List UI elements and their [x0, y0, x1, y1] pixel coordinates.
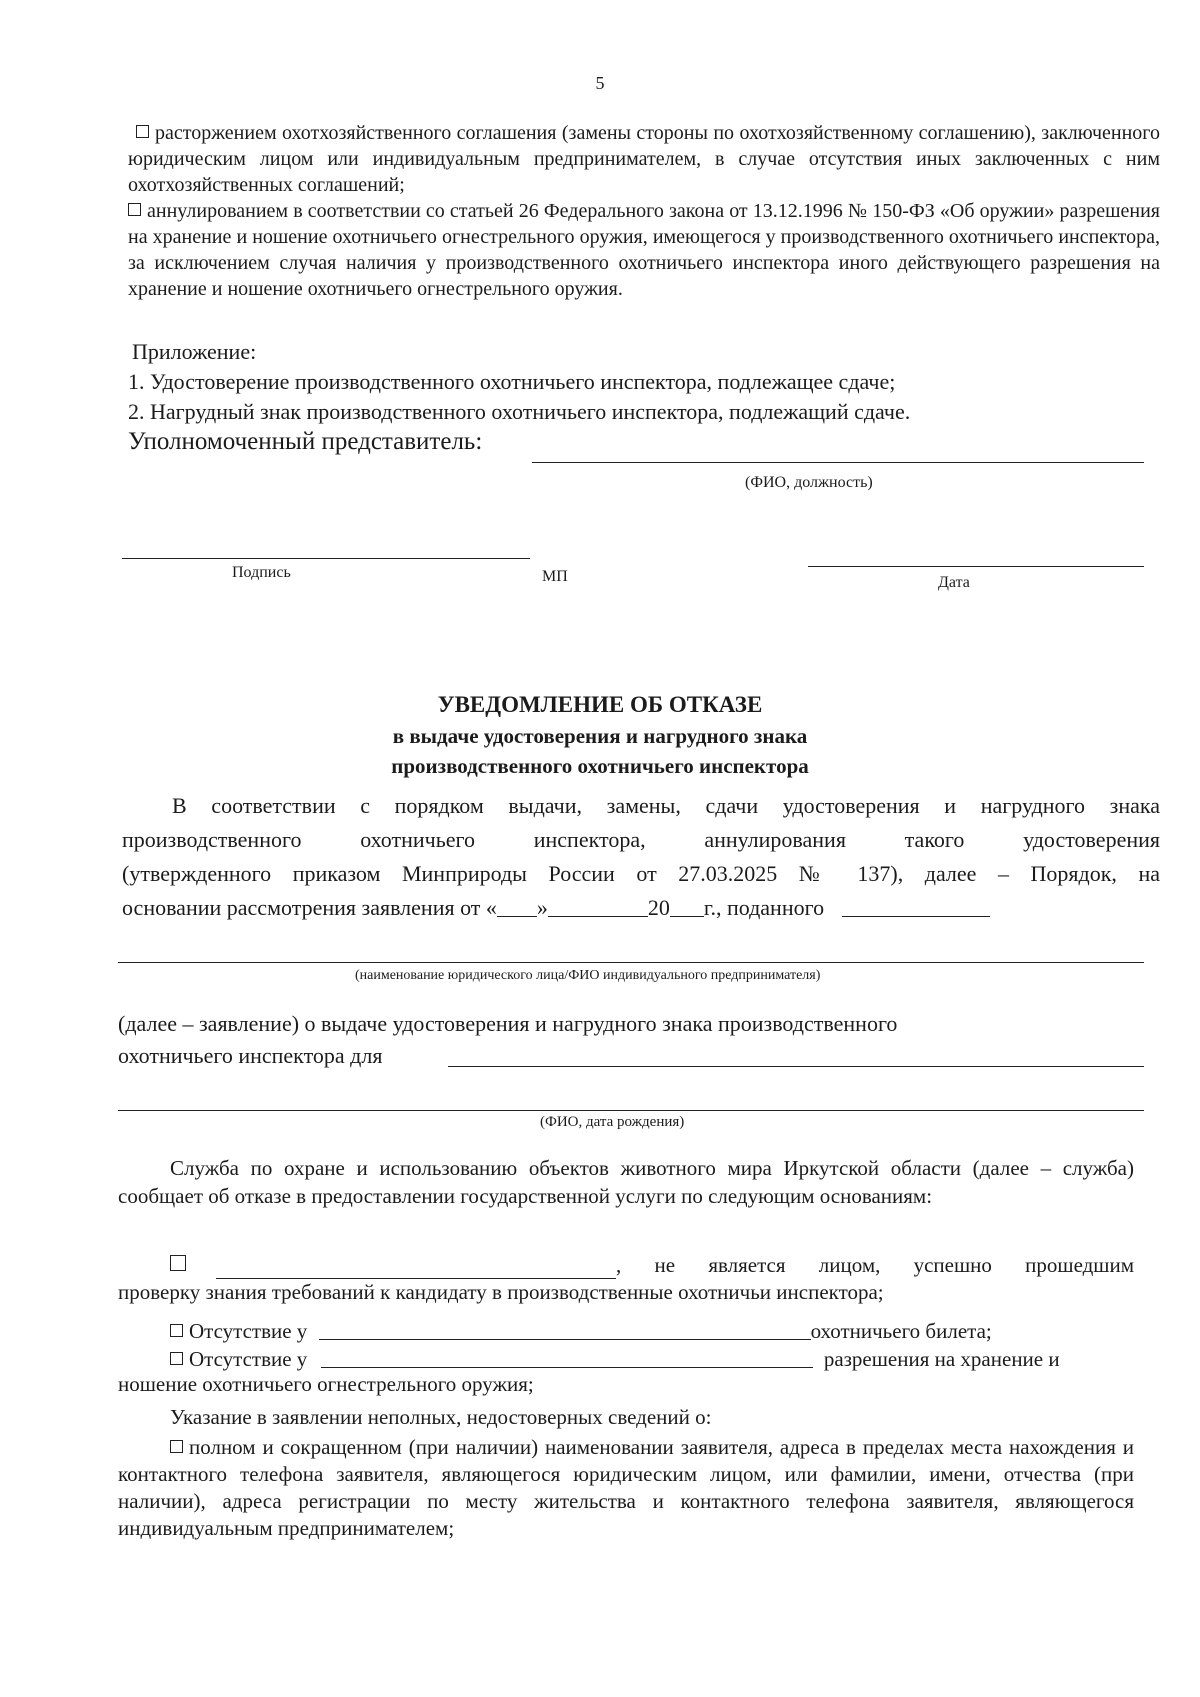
- filed-by-field[interactable]: [842, 898, 990, 917]
- intro-line-3: (утвержденного приказом Минприроды России от 27.03.2025 № 137), далее – Порядок, на: [122, 861, 1160, 886]
- signature-caption: Подпись: [232, 564, 291, 581]
- notice-subtitle-1: в выдаче удостоверения и нагрудного знака: [392, 724, 808, 748]
- checkbox-ground-3[interactable]: [170, 1352, 183, 1365]
- checkbox-annulment[interactable]: [128, 203, 141, 216]
- representative-line[interactable]: [532, 462, 1144, 463]
- ground-3-name-field[interactable]: [321, 1349, 813, 1368]
- intro-line-4: основании рассмотрения заявления от « » 20 г., поданного: [122, 894, 990, 922]
- representative-label: Уполномоченный представитель:: [128, 428, 483, 455]
- incomplete-option-1: полном и сокращенном (при наличии) наименовании заявителя, адреса в пределах места нахождения и контактного телефона заявителя, являющегося юридическим лицом, или фамилии, имени, отчества (при наличии), адреса регистрации по месту жительства и контактного телефона заявителя, являющегося индивидуальным предпринимателем;: [118, 1435, 1134, 1540]
- applicant-line[interactable]: [118, 962, 1144, 963]
- page-number: 5: [595, 73, 605, 93]
- person-line[interactable]: [118, 1110, 1144, 1111]
- day-field[interactable]: [497, 898, 537, 917]
- option-termination: расторжением охотхозяйственного соглашения (замены стороны по охотхозяйственному соглашению), заключенного юридическим лицом или индивидуальным предпринимателем, в случае отсутствия иных заключенных с ним охотхозяйственных соглашений;: [128, 122, 1160, 196]
- service-text: Служба по охране и использованию объектов животного мира Иркутской области (далее – служба) сообщает об отказе в предоставлении государственной услуги по следующим основаниям:: [118, 1156, 1134, 1208]
- signature-line[interactable]: [122, 558, 530, 559]
- checkbox-ground-2[interactable]: [170, 1324, 183, 1337]
- ground-2-name-field[interactable]: [319, 1321, 811, 1340]
- ground-3: Отсутствие у разрешения на хранение и ношение охотничьего огнестрельного оружия;: [118, 1347, 1060, 1396]
- ground-2: Отсутствие у охотничьего билета;: [170, 1318, 992, 1345]
- date-line[interactable]: [808, 566, 1144, 567]
- attachment-item-1: 1. Удостоверение производственного охотничьего инспектора, подлежащее сдаче;: [128, 369, 896, 394]
- inspector-for-line[interactable]: [448, 1066, 1144, 1067]
- year-field[interactable]: [670, 898, 704, 917]
- date-caption: Дата: [938, 574, 970, 591]
- attachment-heading: Приложение:: [132, 339, 257, 364]
- stamp-caption: МП: [542, 568, 568, 585]
- option-annulment: аннулированием в соответствии со статьей 26 Федерального закона от 13.12.1996 № 150-ФЗ «Об оружии» разрешения на хранение и ношение охотничьего огнестрельного оружия, имеющегося у производственного охотничьего инспектора, за исключением случая наличия у производственного охотничьего инспектора иного действующего разрешения на хранение и ношение охотничьего огнестрельного оружия.: [128, 200, 1160, 300]
- intro-line-2: производственного охотничьего инспектора, аннулирования такого удостоверения: [122, 827, 1160, 852]
- notice-title: УВЕДОМЛЕНИЕ ОБ ОТКАЗЕ: [437, 692, 763, 717]
- attachment-item-2: 2. Нагрудный знак производственного охотничьего инспектора, подлежащий сдаче.: [128, 399, 911, 424]
- incomplete-heading: Указание в заявлении неполных, недостоверных сведений о:: [170, 1405, 712, 1429]
- month-field[interactable]: [548, 898, 648, 917]
- notice-subtitle-2: производственного охотничьего инспектора: [391, 754, 809, 778]
- person-caption: (ФИО, дата рождения): [540, 1114, 685, 1130]
- ground-1: , не является лицом, успешно прошедшим проверку знания требований к кандидату в производственные охотничьи инспектора;: [118, 1253, 1134, 1304]
- representative-caption: (ФИО, должность): [745, 474, 873, 491]
- checkbox-termination[interactable]: [136, 125, 149, 138]
- checkbox-ground-1[interactable]: [170, 1255, 186, 1271]
- checkbox-incomplete-1[interactable]: [170, 1440, 183, 1453]
- application-line-1: (далее – заявление) о выдаче удостоверения и нагрудного знака производственного: [118, 1011, 898, 1036]
- application-line-2: охотничьего инспектора для: [118, 1043, 383, 1068]
- applicant-caption: (наименование юридического лица/ФИО индивидуального предпринимателя): [355, 968, 821, 983]
- ground-1-name-field[interactable]: [216, 1260, 616, 1279]
- intro-line-1: В соответствии с порядком выдачи, замены, сдачи удостоверения и нагрудного знака: [172, 793, 1160, 818]
